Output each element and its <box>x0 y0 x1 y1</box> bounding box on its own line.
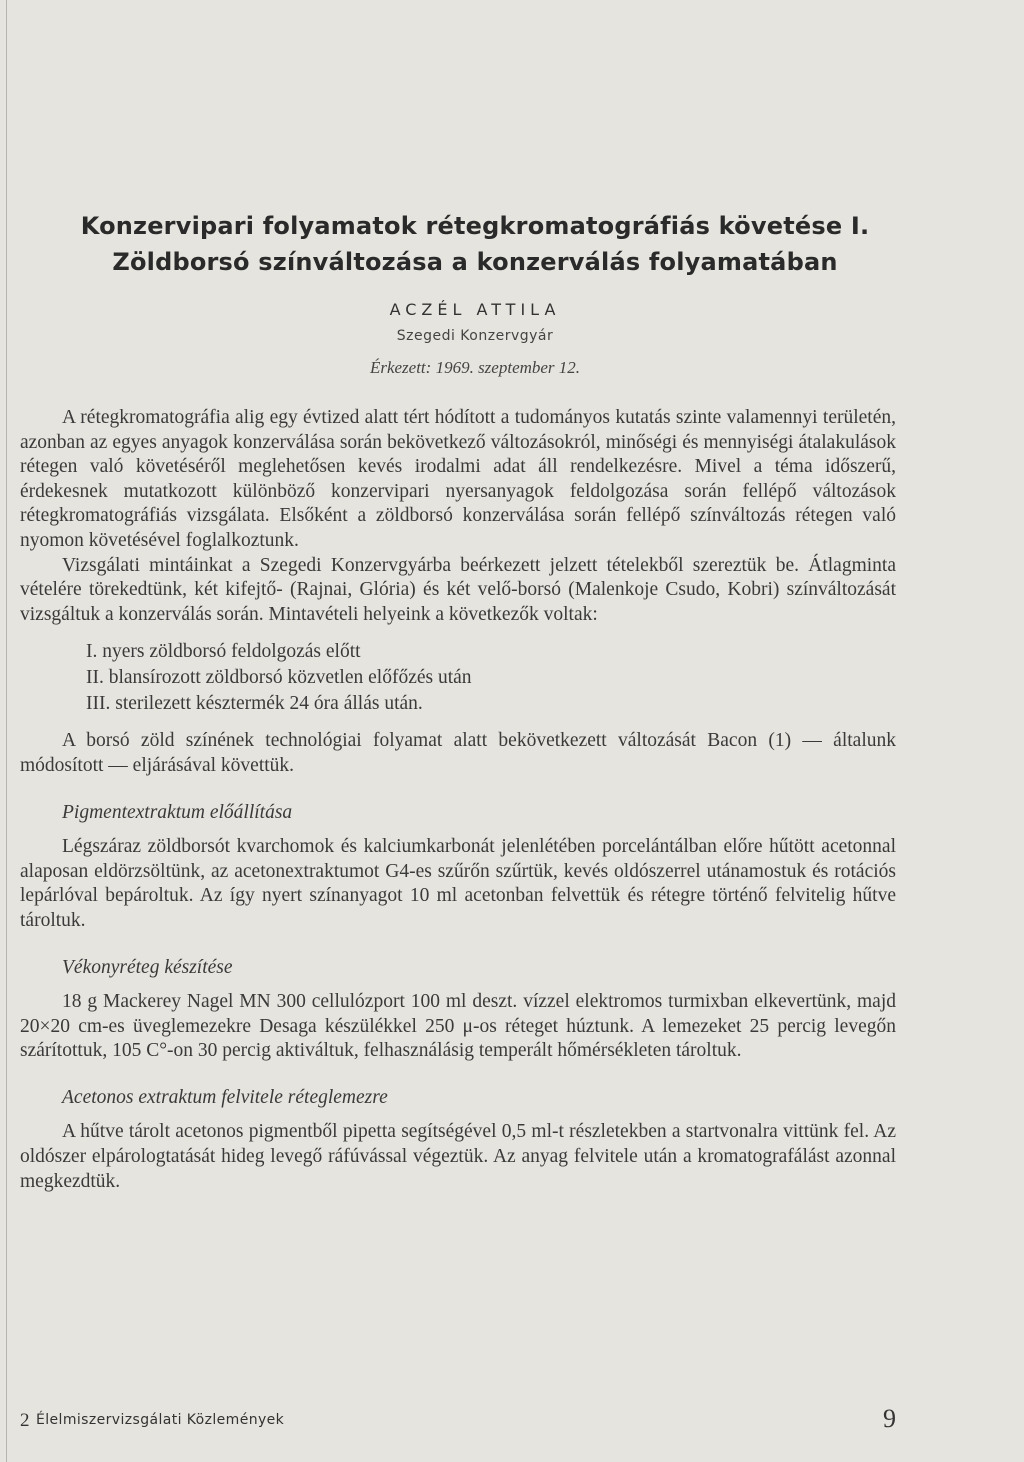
scan-edge-line <box>6 0 7 1462</box>
section-heading-pigment: Pigmentextraktum előállítása <box>62 801 293 823</box>
section-heading-thin-layer: Vékonyréteg készítése <box>62 956 233 978</box>
article-title-line1: Konzervipari folyamatok rétegkromatográfiás követése I. <box>80 212 870 240</box>
intro-paragraph-3: A borsó zöld színének technológiai folyamat alatt bekövetkezett változását Bacon (1) — általunk módosított — eljárásával követtük. <box>20 730 896 776</box>
list-item: III. sterilezett késztermék 24 óra állás után. <box>86 693 423 715</box>
article-title-line2: Zöldborsó színváltozása a konzerválás folyamatában <box>112 248 838 276</box>
author-affiliation: Szegedi Konzervgyár <box>396 328 554 344</box>
page-number: 9 <box>883 1404 896 1433</box>
list-item: II. blansírozott zöldborsó közvetlen előfőzés után <box>86 667 472 689</box>
author-name: ACZÉL ATTILA <box>389 300 561 319</box>
issue-number: 2 <box>20 1410 30 1431</box>
section-text-thin-layer: 18 g Mackerey Nagel MN 300 cellulózport 100 ml deszt. vízzel elektromos turmixban elkevertünk, majd 20×20 cm-es üveglemezekre Desaga készülékkel 250 μ-os réteget húztunk. A lemezeket 25 percig levegőn szárítottuk, 105 C°-on 30 percig aktiváltuk, felhasználásig temperált hőmérsékleten tároltuk. <box>20 991 896 1062</box>
article-body <box>20 406 896 1194</box>
list-item: I. nyers zöldborsó feldolgozás előtt <box>86 641 361 663</box>
journal-name: Élelmiszervizsgálati Közlemények <box>36 1412 285 1428</box>
section-text-application: A hűtve tárolt acetonos pigmentből pipetta segítségével 0,5 ml-t részletekben a startvonalra vittünk fel. Az oldószer elpárologtatását hideg levegő ráfúvással végeztük. Az anyag felvitele után a kromatografálást azonnal megkezdtük. <box>20 1121 896 1192</box>
intro-paragraph-1: A rétegkromatográfia alig egy évtized alatt tért hódított a tudományos kutatás szinte valamennyi területén, azonban az egyes anyagok konzerválása során bekövetkező változásokról, minőségi és mennyiségi átalakulások rétegen való követéséről meglehetősen kevés irodalmi adat áll rendelkezésre. Mivel a téma időszerű, érdekesnek mutatkozott különböző konzervipari nyersanyagok feldolgozása során fellépő változások rétegkromatográfiás vizsgálata. Elsőként a zöldborsó konzerválása során fellépő színváltozás rétegen való nyomon követésével foglalkoztunk. <box>20 407 896 551</box>
section-text-pigment: Légszáraz zöldborsót kvarchomok és kalciumkarbonát jelenlétében porcelántálban előre hűtött acetonnal alaposan eldörzsöltünk, az acetonextraktumot G4-es szűrőn szűrtük, kevés oldószerrel utánamostuk és rotációs lepárlóval bepároltuk. Az így nyert színanyagot 10 ml acetonban felvettük és rétegre történő felvitelig hűtve tároltuk. <box>20 836 896 931</box>
sampling-points-list <box>86 639 896 717</box>
section-heading-application: Acetonos extraktum felvitele réteglemezre <box>62 1086 388 1108</box>
received-date: Érkezett: 1969. szeptember 12. <box>369 358 581 377</box>
intro-paragraph-2: Vizsgálati mintáinkat a Szegedi Konzervgyárba beérkezett jelzett tételekből szereztük be. Átlagminta vételére törekedtünk, két kifejtő- (Rajnai, Glória) és két velő-borsó (Malenkoje Csudo, Kobri) színváltozását vizsgáltuk a konzerválás során. Mintavételi helyeink a következők voltak: <box>20 554 896 625</box>
